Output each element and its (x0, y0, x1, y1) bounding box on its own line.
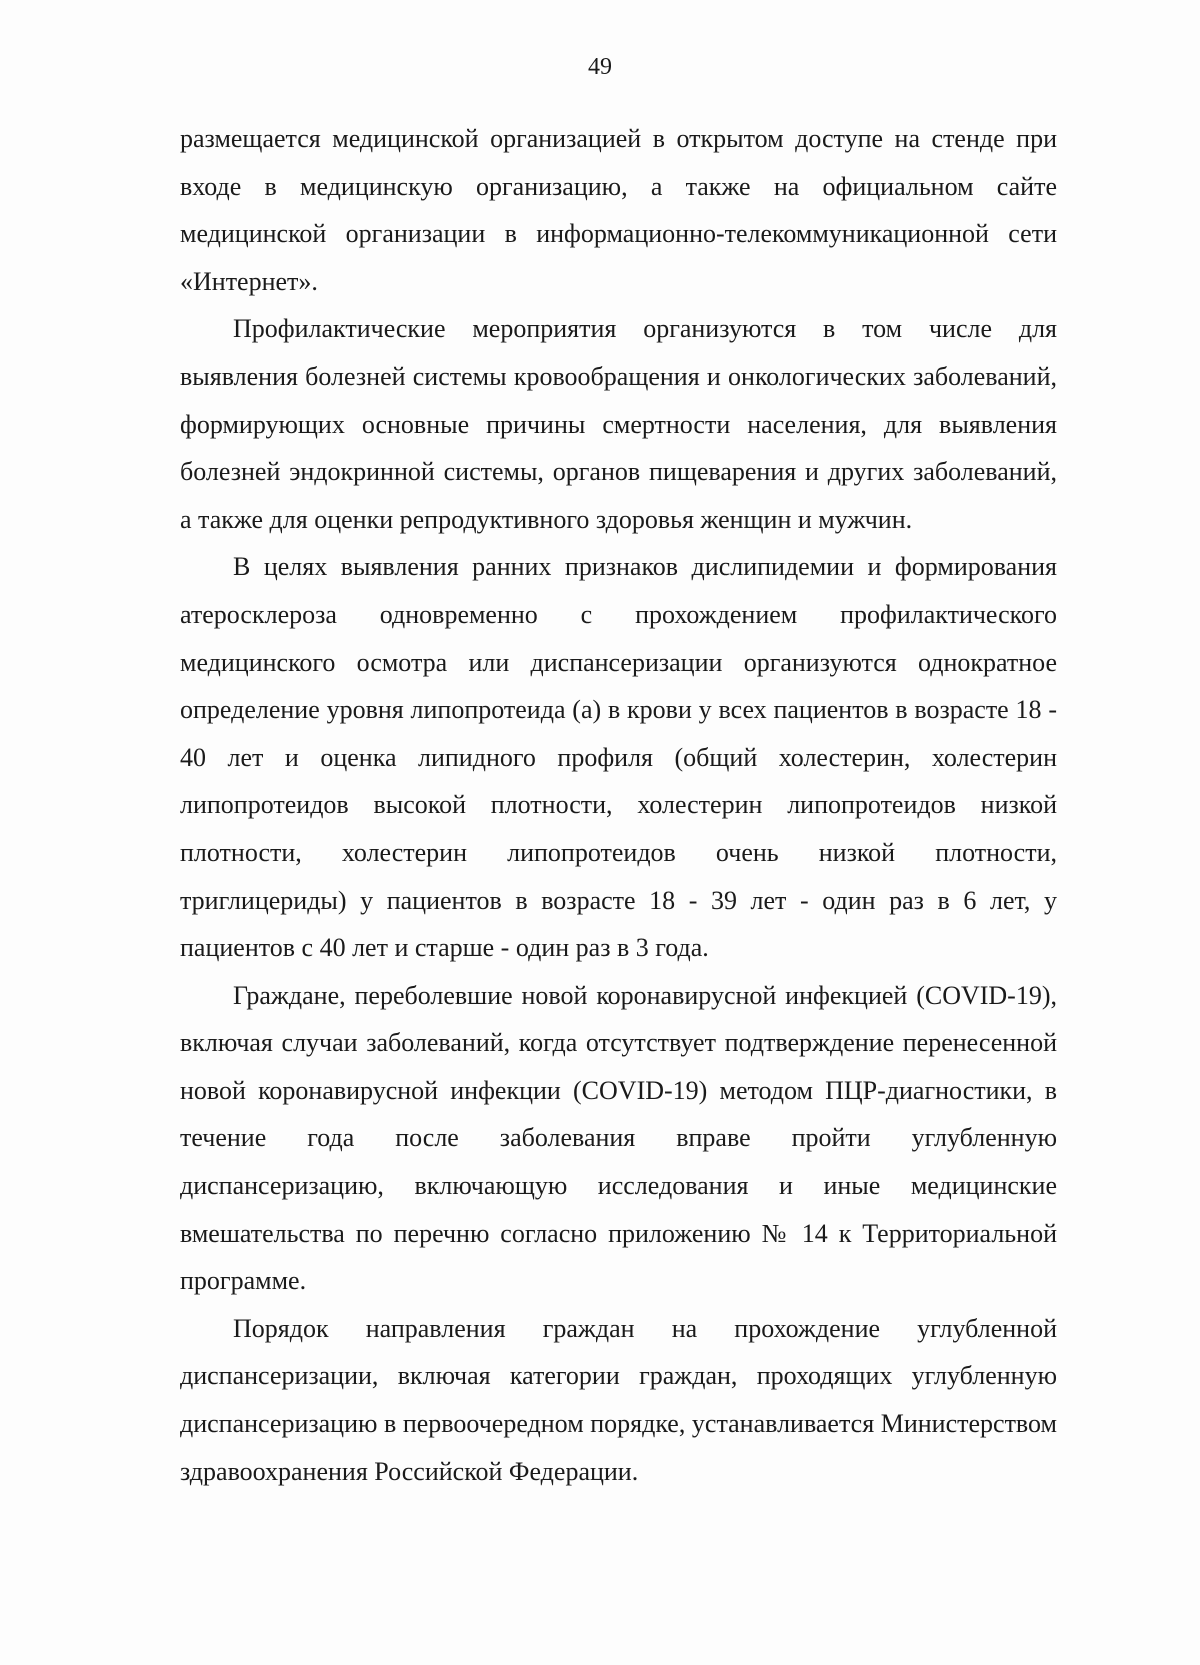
paragraph-preventive-measures: Профилактические мероприятия организуются в том числе для выявления болезней системы кровообращения и онкологических заболеваний, формирующих основные причины смертности населения, для выявления болезней эндокринной системы, органов пищеварения и других заболеваний, а также для оценки репродуктивного здоровья женщин и мужчин. (180, 314, 1057, 534)
paragraph-covid-dispensarization: Граждане, переболевшие новой коронавирусной инфекцией (COVID-19), включая случаи заболеваний, когда отсутствует подтверждение перенесенной новой коронавирусной инфекции (COVID-19) методом ПЦР-диагностики, в течение года после заболевания вправе пройти углубленную диспансеризацию, включающую исследования и иные медицинские вмешательства по перечню согласно приложению № 14 к Территориальной программе. (180, 980, 1057, 1296)
paragraph-dyslipidemia: В целях выявления ранних признаков дислипидемии и формирования атеросклероза одновременно с прохождением профилактического медицинского осмотра или диспансеризации организуются однократное определение уровня липопротеида (а) в крови у всех пациентов в возрасте 18 - 40 лет и оценка липидного профиля (общий холестерин, холестерин липопротеидов высокой плотности, холестерин липопротеидов низкой плотности, холестерин липопротеидов очень низкой плотности, триглицериды) у пациентов в возрасте 18 - 39 лет - один раз в 6 лет, у пациентов с 40 лет и старше - один раз в 3 года. (180, 552, 1057, 963)
paragraph-continuation: размещается медицинской организацией в открытом доступе на стенде при входе в медицинскую организацию, а также на официальном сайте медицинской организации в информационно-телекоммуникационной сети «Интернет». (180, 124, 1057, 296)
paragraph-referral-procedure: Порядок направления граждан на прохождение углубленной диспансеризации, включая категории граждан, проходящих углубленную диспансеризацию в первоочередном порядке, устанавливается Министерством здравоохранения Российской Федерации. (180, 1313, 1057, 1486)
document-body (180, 115, 1057, 1495)
page-number: 49 (588, 54, 612, 80)
